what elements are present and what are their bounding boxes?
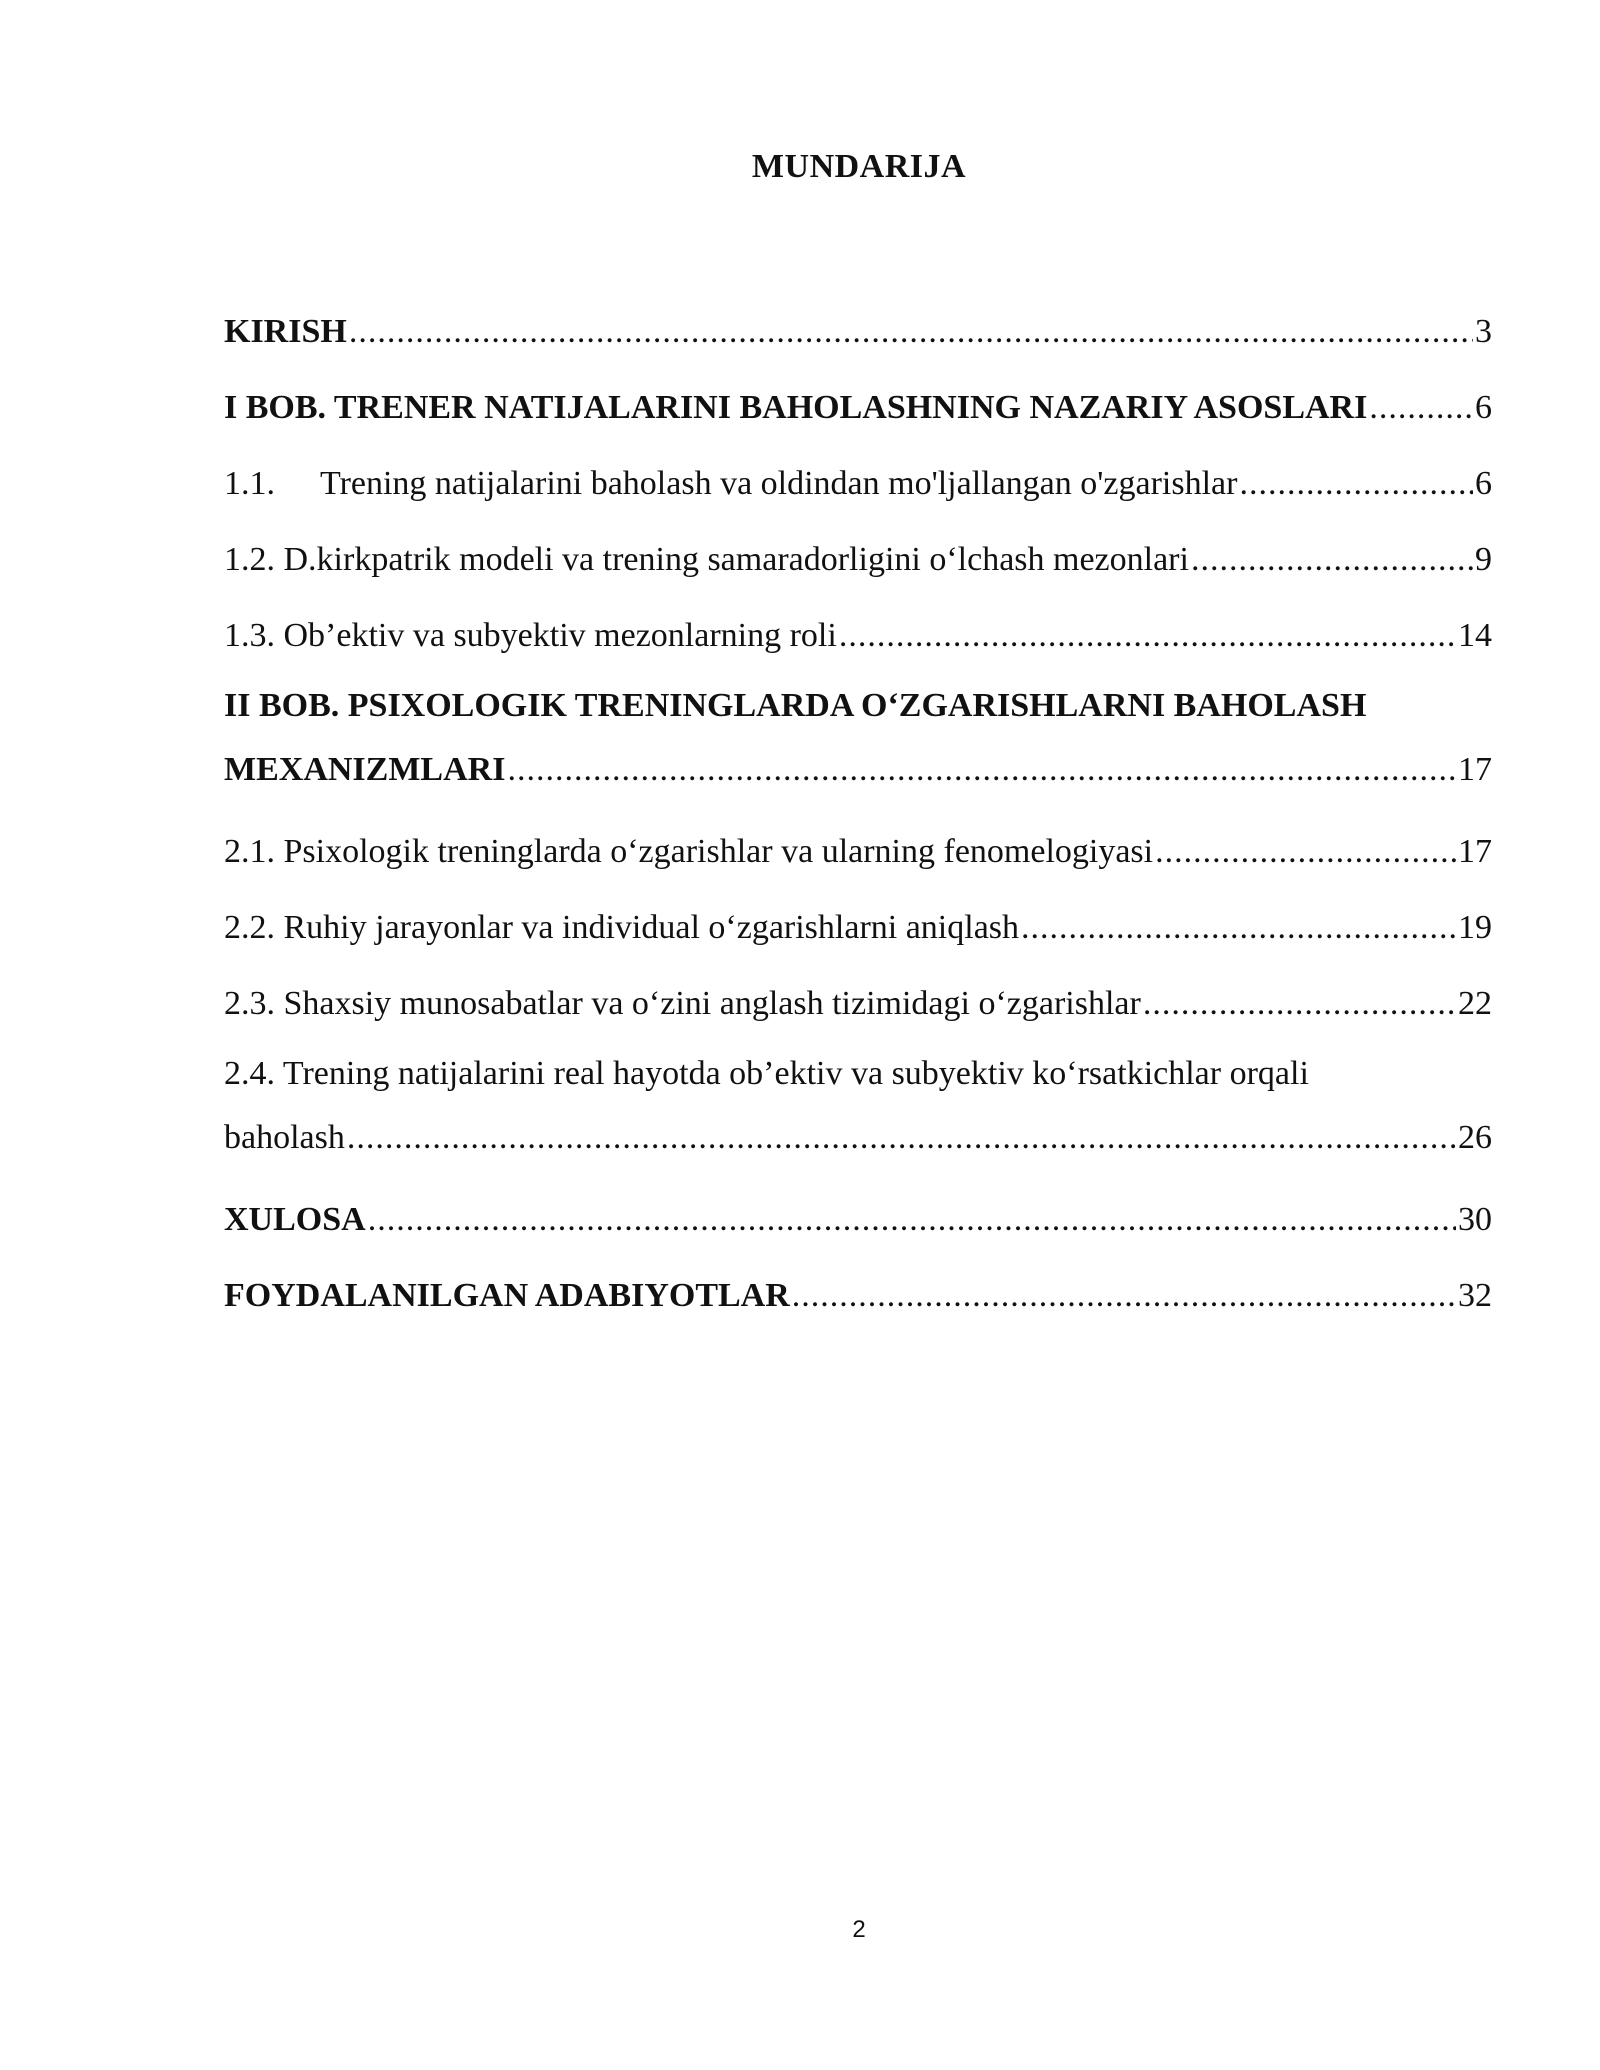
toc-section-title: Trening natijalarini baholash va oldindan mo'ljallangan o'zgarishlar	[320, 465, 1238, 502]
toc-entry-chapter-1[interactable]	[224, 370, 1492, 446]
toc-entry-label: 2.4. Trening natijalarini real hayotda ob’ektiv va subyektiv ko‘rsatkichlar orqali	[224, 1055, 1309, 1092]
toc-entry-label: 1.2. D.kirkpatrik modeli va trening samaradorligini o‘lchash mezonlari	[224, 541, 1189, 578]
toc-entry-label: FOYDALANILGAN ADABIYOTLAR	[224, 1277, 790, 1314]
toc-leader-dots	[839, 598, 1456, 674]
toc-entry-section-2-4-line1[interactable]	[224, 1042, 1492, 1106]
toc-leader-dots	[1191, 522, 1473, 598]
toc-page-number: 3	[1475, 313, 1492, 350]
toc-page-number: 6	[1475, 389, 1492, 426]
toc-leader-dots	[349, 294, 1473, 370]
toc-entry-section-2-2[interactable]	[224, 890, 1492, 966]
toc-entry-section-2-4[interactable]	[224, 1106, 1492, 1170]
toc-page-number: 17	[1458, 833, 1492, 870]
toc-leader-dots	[347, 1106, 1456, 1170]
toc-page-number: 14	[1458, 617, 1492, 654]
toc-leader-dots	[1155, 814, 1456, 890]
toc-leader-dots	[368, 1182, 1456, 1258]
toc-page-number: 6	[1475, 465, 1492, 502]
page-number: 2	[852, 1916, 866, 1943]
toc-section-number: 1.1.	[224, 465, 275, 502]
toc-entry-label: 2.3. Shaxsiy munosabatlar va o‘zini anglash tizimidagi o‘zgarishlar	[224, 985, 1141, 1022]
toc-entry-label: 2.1. Psixologik treninglarda o‘zgarishlar va ularning fenomelogiyasi	[224, 833, 1154, 870]
toc-leader-dots	[1369, 370, 1473, 446]
toc-entry-label: XULOSA	[224, 1201, 366, 1238]
toc-page-number: 19	[1458, 909, 1492, 946]
toc-entry-references[interactable]	[224, 1258, 1492, 1334]
toc-entry-label: I BOB. TRENER NATIJALARINI BAHOLASHNING NAZARIY ASOSLARI	[224, 389, 1368, 426]
toc-page-number: 17	[1458, 751, 1492, 788]
toc-page-number: 30	[1458, 1201, 1492, 1238]
toc-entry-label: 1.3. Ob’ektiv va subyektiv mezonlarning roli	[224, 617, 837, 654]
toc-entry-chapter-2[interactable]	[224, 738, 1492, 802]
toc-entry-chapter-2-line1[interactable]	[224, 674, 1492, 738]
toc-entry-section-2-3[interactable]	[224, 966, 1492, 1042]
toc-leader-dots	[1239, 446, 1473, 522]
toc-entry-label: KIRISH	[224, 313, 347, 350]
toc-leader-dots	[1143, 966, 1456, 1042]
toc-entry-label: 2.2. Ruhiy jarayonlar va individual o‘zgarishlarni aniqlash	[224, 909, 1020, 946]
toc-entry-xulosa[interactable]	[224, 1182, 1492, 1258]
toc-entry-section-1-1[interactable]	[224, 446, 1492, 522]
toc-entry-section-1-2[interactable]	[224, 522, 1492, 598]
toc-leader-dots	[507, 738, 1456, 802]
toc-entry-label: II BOB. PSIXOLOGIK TRENINGLARDA O‘ZGARISHLARNI BAHOLASH	[224, 687, 1367, 724]
toc-entry-section-1-3[interactable]	[224, 598, 1492, 674]
toc-entry-label: MEXANIZMLARI	[224, 751, 506, 788]
toc-entry-label	[224, 446, 1237, 522]
table-of-contents	[224, 294, 1492, 1334]
toc-page-number: 9	[1475, 541, 1492, 578]
toc-entry-label: baholash	[224, 1119, 345, 1156]
page-title: MUNDARIJA	[751, 148, 967, 185]
toc-entry-kirish[interactable]	[224, 294, 1492, 370]
toc-entry-section-2-1[interactable]	[224, 814, 1492, 890]
toc-leader-dots	[792, 1258, 1456, 1334]
toc-page-number: 32	[1458, 1277, 1492, 1314]
toc-page-number: 22	[1458, 985, 1492, 1022]
toc-leader-dots	[1021, 890, 1456, 966]
toc-page-number: 26	[1458, 1119, 1492, 1156]
